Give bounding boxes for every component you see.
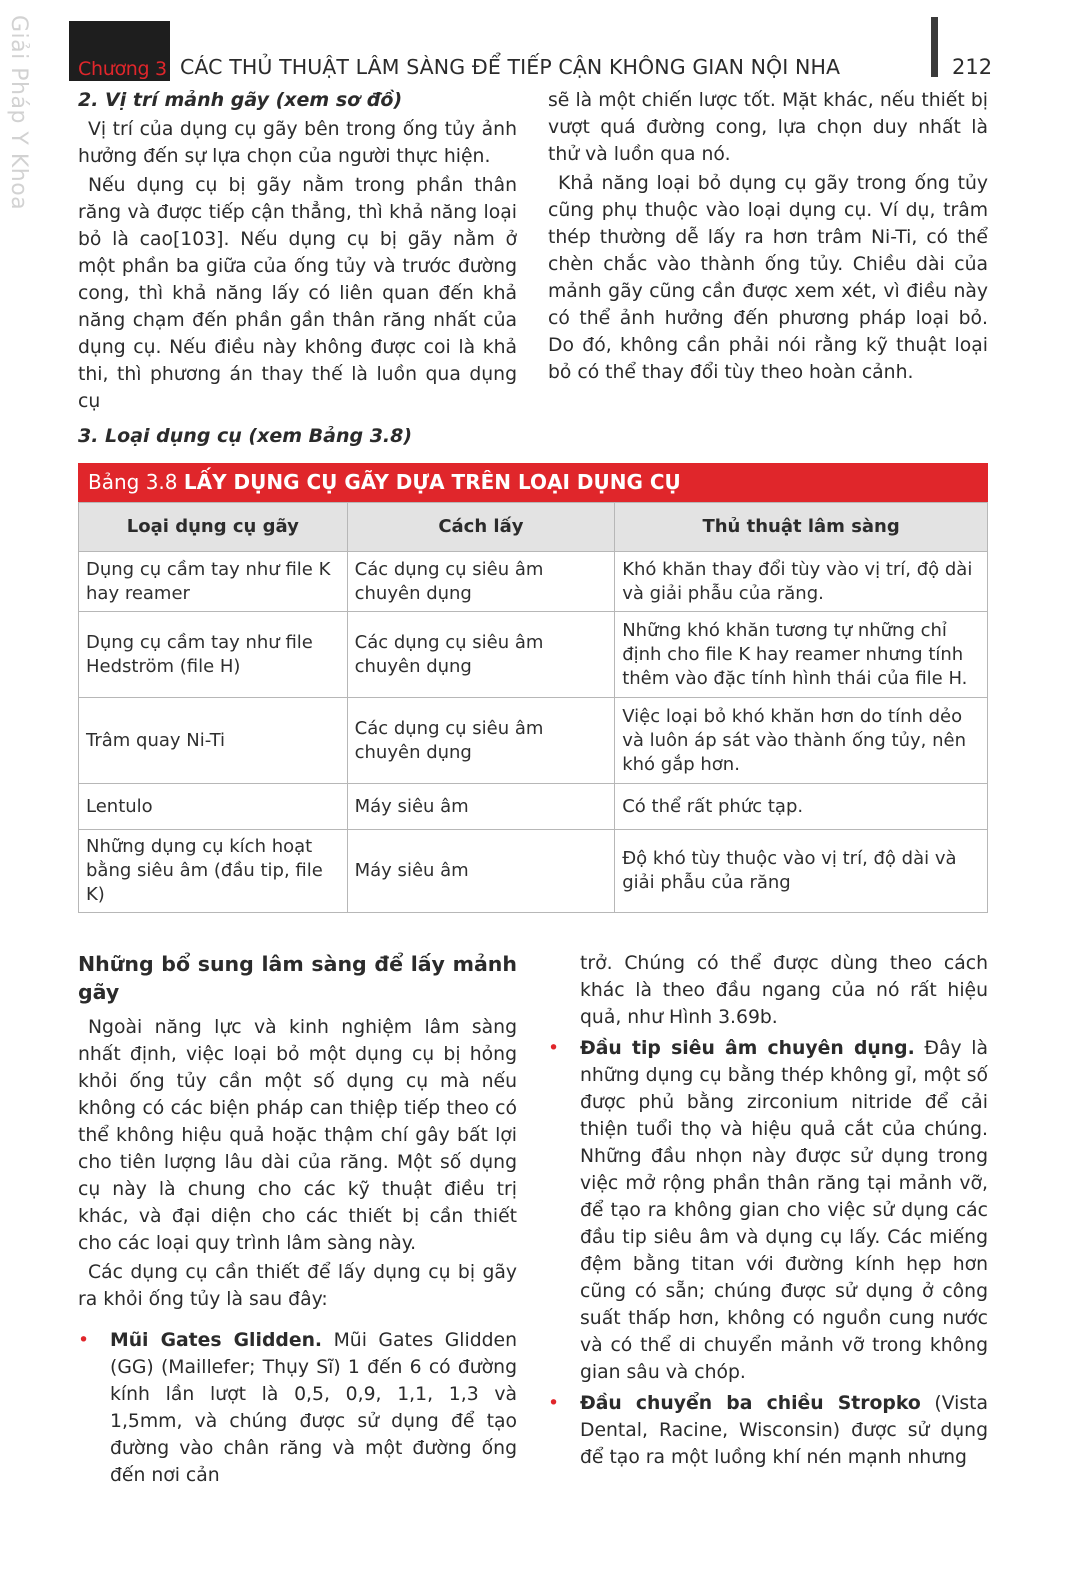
bullet-list (78, 1327, 517, 1489)
table-cell: Độ khó tùy thuộc vào vị trí, độ dài và giải phẫu của răng (615, 830, 988, 913)
table-cell: Khó khăn thay đổi tùy vào vị trí, độ dài và giải phẫu của răng. (615, 552, 988, 612)
paragraph: Nếu dụng cụ bị gãy nằm trong phần thân răng và được tiếp cận thẳng, thì khả năng loại bỏ là cao[103]. Nếu dụng cụ bị gãy nằm ở một phần ba giữa của ống tủy và trước đường cong, thì khả năng lấy có liên quan đến khả năng chạm đến phần gần thân răng nhất của dụng cụ. Nếu điều này không được coi là khả thi, thì phương án thay thế là luồn qua dụng cụ (78, 175, 517, 412)
table-cell: Dụng cụ cầm tay như file Hedström (file H) (79, 612, 348, 698)
page-number: 212 (952, 55, 993, 79)
table-cell: Những khó khăn tương tự những chỉ định cho file K hay reamer nhưng tính thêm vào đặc tính hình thái của file H. (615, 612, 988, 698)
paragraph: Khả năng loại bỏ dụng cụ gãy trong ống tủy cũng phụ thuộc vào loại dụng cụ. Ví dụ, trâm thép thường dễ lấy ra hơn trâm Ni-Ti, có thể chèn chắc vào thành ống tủy. Chiều dài của mảnh gãy cũng cần được xem xét, vì điều này có thể ảnh hưởng đến phương pháp loại bỏ. Do đó, không cần phải nói rằng kỹ thuật loại bỏ có thể thay đổi tùy theo hoàn cảnh. (548, 173, 988, 383)
table-cell: Dụng cụ cầm tay như file K hay reamer (79, 552, 348, 612)
bullet-text: Đây là những dụng cụ bằng thép không gỉ, một số được phủ bằng zirconium nitride để cải thiện tuổi thọ và hiệu quả cắt của chúng. Những đầu nhọn này được sử dụng trong việc mở rộng phần thân răng tại mảnh vỡ, để tạo ra không gian cho việc sử dụng các đầu tip siêu âm và dụng cụ lấy. Các miếng đệm bằng titan với đường kính hẹp hơn cũng có sẵn; chúng được sử dụng ở công suất thấp hơn, không có nguồn cung nước và có thể di chuyển mảnh vỡ trong không gian sâu và chóp. (580, 1038, 988, 1383)
table-row (79, 612, 988, 698)
bullet-term: Mũi Gates Glidden. (110, 1330, 323, 1351)
paragraph: Ngoài năng lực và kinh nghiệm lâm sàng nhất định, việc loại bỏ một dụng cụ bị hỏng khỏi ống tủy cần một số dụng cụ mà nếu không có các biện pháp can thiệp tiếp theo có thể không hiệu quả hoặc thậm chí gây bất lợi cho tiên lượng lâu dài của răng. Một số dụng cụ này là chung cho các kỹ thuật điều trị khác, và đại diện cho các thiết bị cần thiết cho các loại quy trình lâm sàng này. (78, 1017, 517, 1254)
supplements-right-column (548, 950, 988, 1471)
table-cell: Máy siêu âm (347, 830, 615, 913)
bullet-term: Đầu chuyển ba chiều Stropko (580, 1393, 921, 1414)
table-cell: Những dụng cụ kích hoạt bằng siêu âm (đầu tip, file K) (79, 830, 348, 913)
list-item (548, 1035, 988, 1386)
bullet-dot: • (78, 1330, 90, 1351)
table-cell: Lentulo (79, 784, 348, 830)
column-header: Loại dụng cụ gãy (79, 503, 348, 552)
table-cell: Trâm quay Ni-Ti (79, 698, 348, 784)
table-3-8 (78, 463, 988, 913)
column-header: Thủ thuật lâm sàng (615, 503, 988, 552)
paragraph: trở. Chúng có thể được dùng theo cách khác là theo đầu ngang của nó rất hiệu quả, như Hình 3.69b. (580, 953, 988, 1028)
page-header-title: CÁC THỦ THUẬT LÂM SÀNG ĐỂ TIẾP CẬN KHÔNG GIAN NỘI NHA (180, 55, 841, 79)
table-cell: Việc loại bỏ khó khăn hơn do tính dẻo và luôn áp sát vào thành ống tủy, nên khó gắp hơn. (615, 698, 988, 784)
data-table (78, 502, 988, 913)
bullet-term: Đầu tip siêu âm chuyên dụng. (580, 1038, 915, 1059)
table-number: Bảng 3.8 (88, 470, 178, 494)
bullet-dot: • (548, 1038, 560, 1059)
table-row (79, 552, 988, 612)
table-row (79, 784, 988, 830)
bullet-dot: • (548, 1393, 560, 1414)
bullet-text: Mũi Gates Glidden (GG) (Maillefer; Thụy Sĩ) 1 đến 6 có đường kính lần lượt là 0,5, 0,9, 1,1, 1,3 và 1,5mm, và chúng được sử dụng để tạo đường vào chân răng và một đường ống đến nơi cản (110, 1330, 518, 1486)
table-header-row (79, 503, 988, 552)
chapter-label: Chương 3 (78, 58, 167, 80)
section2-right-column (548, 87, 988, 386)
section3-heading: 3. Loại dụng cụ (xem Bảng 3.8) (78, 425, 413, 447)
paragraph: sẽ là một chiến lược tốt. Mặt khác, nếu thiết bị vượt quá đường cong, lựa chọn duy nhất là thử và luồn qua nó. (548, 90, 988, 165)
supplements-left-column (78, 950, 517, 1489)
table-cell: Các dụng cụ siêu âm chuyên dụng (347, 552, 615, 612)
table-cell: Máy siêu âm (347, 784, 615, 830)
table-cell: Có thể rất phức tạp. (615, 784, 988, 830)
supplements-heading: Những bổ sung lâm sàng để lấy mảnh gãy (78, 952, 517, 1004)
table-title-bar (78, 463, 988, 502)
section2-heading: 2. Vị trí mảnh gãy (xem sơ đồ) (78, 89, 403, 111)
paragraph: Vị trí của dụng cụ gãy bên trong ống tủy ảnh hưởng đến sự lựa chọn của người thực hiện. (78, 119, 517, 167)
bullet-text: (Vista Dental, Racine, Wisconsin) được sử dụng để tạo ra một luồng khí nén mạnh nhưng (580, 1393, 988, 1468)
list-item (548, 1390, 988, 1471)
watermark: Giải Pháp Y Khoa (6, 15, 31, 211)
table-cell: Các dụng cụ siêu âm chuyên dụng (347, 698, 615, 784)
paragraph: Các dụng cụ cần thiết để lấy dụng cụ bị gãy ra khỏi ống tủy là sau đây: (78, 1262, 517, 1310)
table-row (79, 698, 988, 784)
table-cell: Các dụng cụ siêu âm chuyên dụng (347, 612, 615, 698)
table-row (79, 830, 988, 913)
table-title: LẤY DỤNG CỤ GÃY DỰA TRÊN LOẠI DỤNG CỤ (183, 470, 681, 494)
list-item (78, 1327, 517, 1489)
column-header: Cách lấy (347, 503, 615, 552)
header-divider (931, 17, 938, 77)
section2-left-column (78, 87, 517, 415)
bullet-list (548, 1035, 988, 1471)
